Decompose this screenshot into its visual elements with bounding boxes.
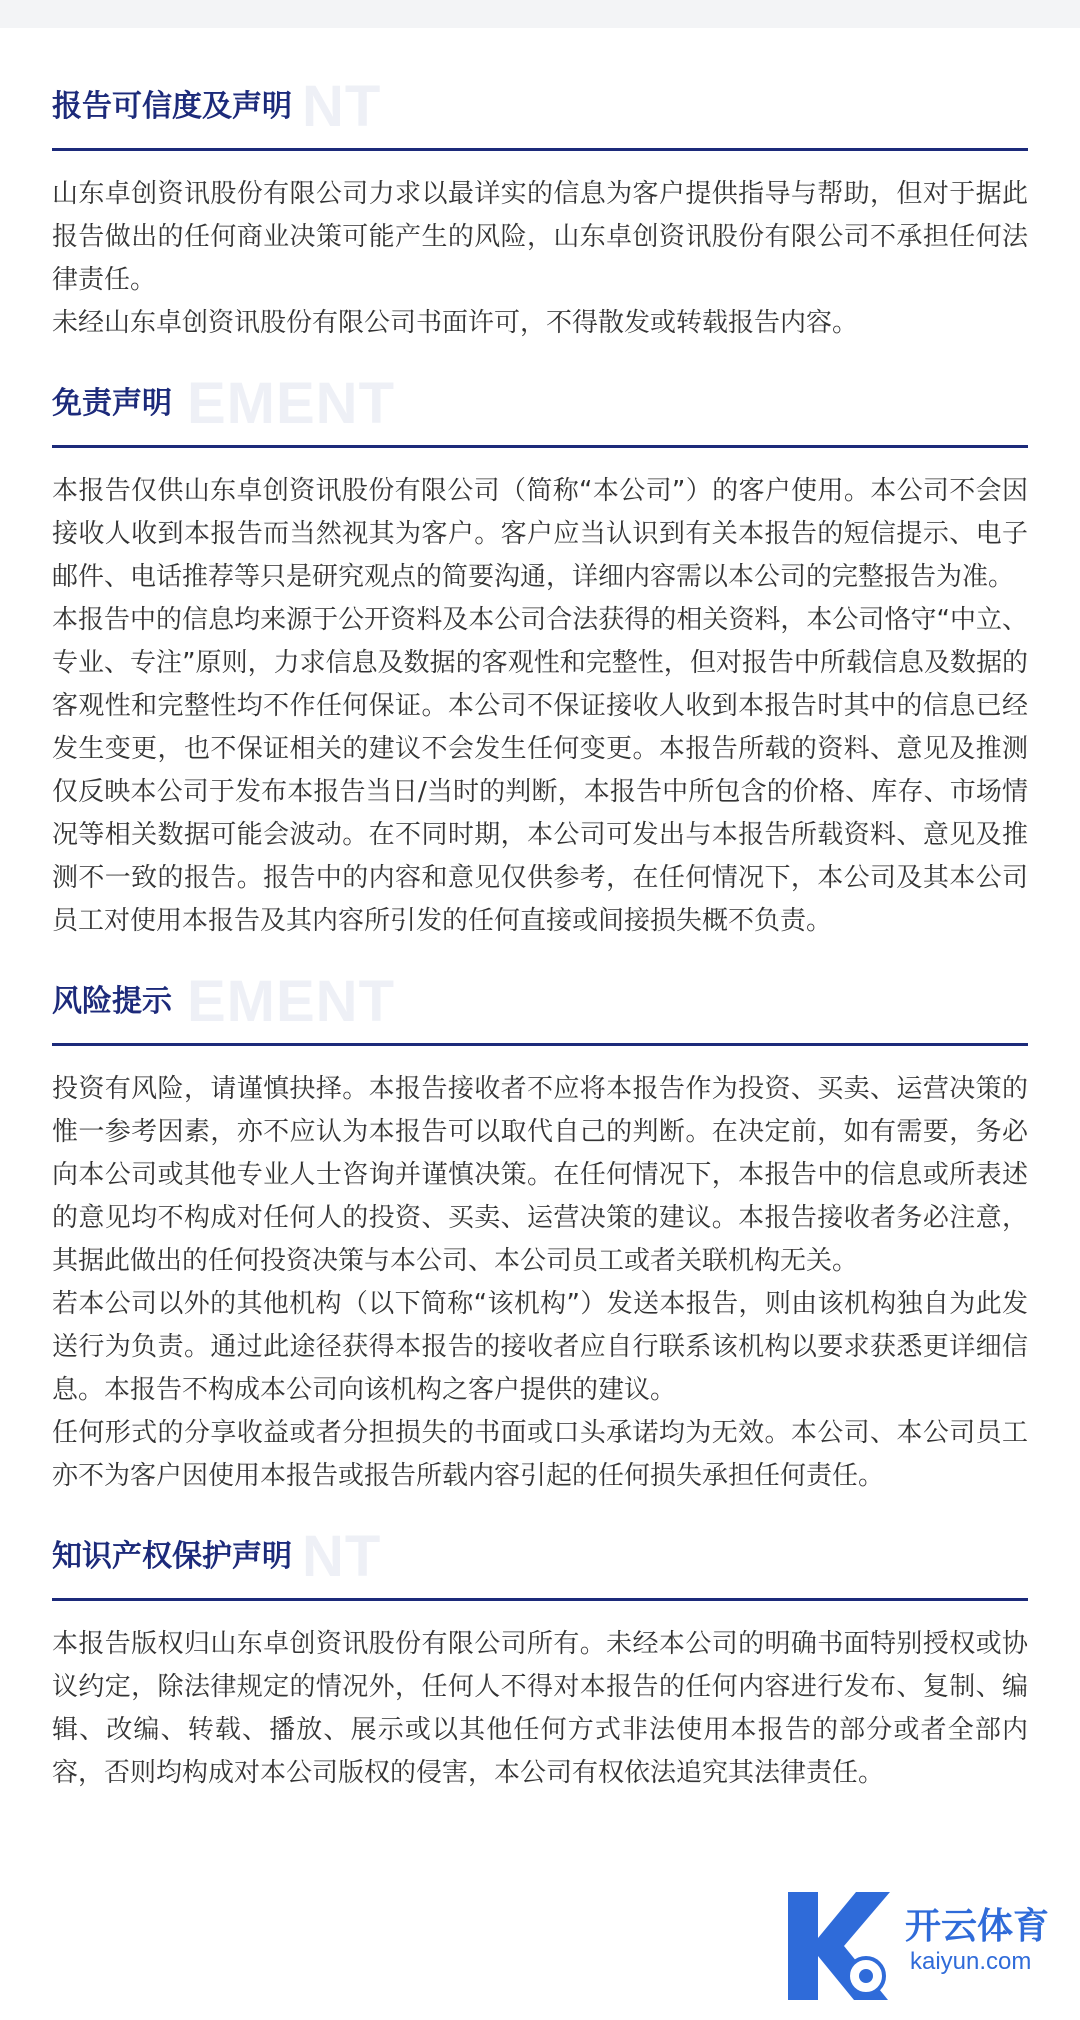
section-title: 报告可信度及声明 — [52, 89, 292, 124]
section-heading — [52, 1520, 1028, 1594]
section-title: 风险提示 — [52, 984, 172, 1019]
paragraph: 本报告仅供山东卓创资讯股份有限公司（简称“本公司”）的客户使用。本公司不会因接收人收到本报告而当然视其为客户。客户应当认识到有关本报告的短信提示、电子邮件、电话推荐等只是研究观点的简要沟通，详细内容需以本公司的完整报告为准。 — [52, 476, 1028, 592]
kaiyun-logo-watermark — [770, 1880, 1070, 2010]
section-heading — [52, 367, 1028, 441]
section-divider — [52, 445, 1028, 448]
paragraph: 若本公司以外的其他机构（以下简称“该机构”）发送本报告，则由该机构独自为此发送行为负责。通过此途径获得本报告的接收者应自行联系该机构以要求获悉更详细信息。本报告不构成本公司向该机构之客户提供的建议。 — [52, 1289, 1028, 1405]
logo-brand-name: 开云体育 — [905, 1906, 1050, 1947]
paragraph: 本报告版权归山东卓创资讯股份有限公司所有。未经本公司的明确书面特别授权或协议约定，除法律规定的情况外，任何人不得对本报告的任何内容进行发布、复制、编辑、改编、转载、播放、展示或以其他任何方式非法使用本报告的部分或者全部内容，否则均构成对本公司版权的侵害，本公司有权依法追究其法律责任。 — [52, 1629, 1028, 1788]
section-ip — [52, 1520, 1028, 1795]
section-credibility — [52, 70, 1028, 345]
paragraph: 未经山东卓创资讯股份有限公司书面许可，不得散发或转载报告内容。 — [52, 308, 859, 338]
paragraph: 山东卓创资讯股份有限公司力求以最详实的信息为客户提供指导与帮助，但对于据此报告做出的任何商业决策可能产生的风险，山东卓创资讯股份有限公司不承担任何法律责任。 — [52, 179, 1028, 295]
section-heading — [52, 965, 1028, 1039]
section-disclaimer — [52, 367, 1028, 943]
paragraph: 任何形式的分享收益或者分担损失的书面或口头承诺均为无效。本公司、本公司员工亦不为客户因使用本报告或报告所载内容引起的任何损失承担任何责任。 — [52, 1418, 1028, 1491]
section-divider — [52, 1043, 1028, 1046]
top-band — [0, 0, 1080, 28]
section-divider — [52, 1598, 1028, 1601]
heading-watermark: EMENT — [187, 371, 395, 436]
section-title: 免责声明 — [52, 386, 172, 421]
logo-domain: kaiyun.com — [910, 1948, 1032, 1975]
section-heading — [52, 70, 1028, 144]
section-divider — [52, 148, 1028, 151]
section-title: 知识产权保护声明 — [52, 1539, 292, 1574]
paragraph: 本报告中的信息均来源于公开资料及本公司合法获得的相关资料，本公司恪守“中立、专业、专注”原则，力求信息及数据的客观性和完整性，但对报告中所载信息及数据的客观性和完整性均不作任何保证。本公司不保证接收人收到本报告时其中的信息已经发生变更，也不保证相关的建议不会发生任何变更。本报告所载的资料、意见及推测仅反映本公司于发布本报告当日/当时的判断，本报告中所包含的价格、库存、市场情况等相关数据可能会波动。在不同时期，本公司可发出与本报告所载资料、意见及推测不一致的报告。报告中的内容和意见仅供参考，在任何情况下，本公司及其本公司员工对使用本报告及其内容所引发的任何直接或间接损失概不负责。 — [52, 605, 1028, 936]
section-risk — [52, 965, 1028, 1498]
heading-watermark: NT — [302, 74, 382, 139]
heading-watermark: EMENT — [187, 969, 395, 1034]
k-mark-icon — [770, 1880, 900, 2010]
heading-watermark: NT — [302, 1524, 382, 1589]
document-body — [52, 70, 1028, 1817]
paragraph: 投资有风险，请谨慎抉择。本报告接收者不应将本报告作为投资、买卖、运营决策的惟一参考因素，亦不应认为本报告可以取代自己的判断。在决定前，如有需要，务必向本公司或其他专业人士咨询并谨慎决策。在任何情况下，本报告中的信息或所表述的意见均不构成对任何人的投资、买卖、运营决策的建议。本报告接收者务必注意，其据此做出的任何投资决策与本公司、本公司员工或者关联机构无关。 — [52, 1074, 1028, 1276]
